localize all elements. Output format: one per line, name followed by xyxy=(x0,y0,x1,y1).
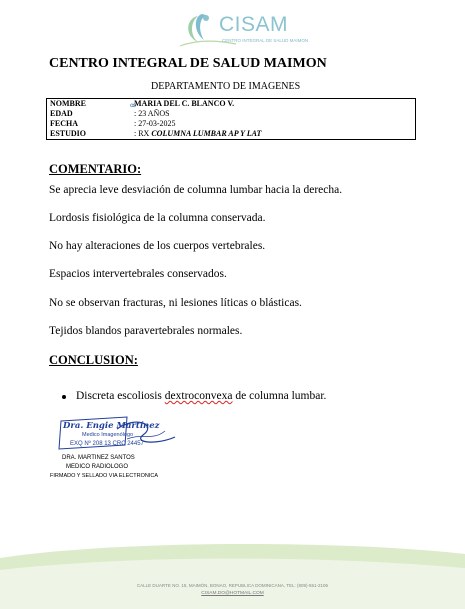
comment-paragraph: No hay alteraciones de los cuerpos vertebrales. xyxy=(49,240,266,252)
conclusion-text xyxy=(76,390,326,402)
comentario-heading: COMENTARIO: xyxy=(49,162,142,176)
footer-email[interactable]: CISAM.DO@HOTMAIL.COM xyxy=(201,591,264,596)
spell-check-icon: ꝏ xyxy=(130,103,137,109)
conclusion-heading: CONCLUSION: xyxy=(49,353,138,367)
footer-address: CALLE DUARTE NO. 15, MAIMÓN, BONAO, REPUBLICA DOMINICANA, TEL: (809)-551-2106 xyxy=(136,583,329,588)
study-label: ESTUDIO xyxy=(50,129,87,138)
name-label: NOMBRE xyxy=(50,99,86,108)
name-value: MARIA DEL C. BLANCO V. xyxy=(134,99,235,108)
signed-electronically-note: FIRMADO Y SELLADO VIA ELECTRONICA xyxy=(50,473,158,479)
age-value: : 23 AÑOS xyxy=(134,109,170,118)
date-label: FECHA xyxy=(50,119,78,128)
comment-paragraph: Lordosis fisiológica de la columna conservada. xyxy=(49,212,266,224)
study-prefix: : RX xyxy=(134,129,152,138)
logo-wordmark: CISAM xyxy=(219,13,289,36)
age-label: EDAD xyxy=(50,109,73,118)
comment-paragraph: Tejidos blandos paravertebrales normales. xyxy=(49,325,243,337)
comment-paragraph: Espacios intervertebrales conservados. xyxy=(49,268,227,280)
stamp-license: EXQ Nº 208 13 CRC 24457 xyxy=(70,441,144,447)
patient-info-box xyxy=(46,98,416,140)
study-value xyxy=(134,129,261,139)
footer-email-line xyxy=(0,591,465,596)
study-name: COLUMNA LUMBAR AP Y LAT xyxy=(151,129,262,138)
conclusion-text-start: Discreta escoliosis xyxy=(76,390,165,402)
date-value: : 27-03-2025 xyxy=(134,119,176,128)
doctor-title: MEDICO RADIOLOGO xyxy=(66,464,129,470)
doctor-name: DRA. MARTINEZ SANTOS xyxy=(62,455,135,461)
stamp-name: Dra. Engie Martínez xyxy=(63,421,160,431)
comment-paragraph: No se observan fracturas, ni lesiones líticas o blásticas. xyxy=(49,297,302,309)
comment-paragraph: Se aprecia leve desviación de columna lumbar hacia la derecha. xyxy=(49,184,343,196)
misspelled-word: dextroconvexa xyxy=(164,390,233,402)
bullet-icon xyxy=(62,395,66,399)
conclusion-text-end: de columna lumbar. xyxy=(232,390,327,402)
stamp-title: Medico Imagenólogo xyxy=(82,432,134,438)
logo-subtitle: CENTRO INTEGRAL DE SALUD MAIMON xyxy=(222,38,309,43)
department-title: DEPARTAMENTO DE IMAGENES xyxy=(151,81,301,92)
footer-wave-decoration xyxy=(0,540,465,609)
institution-title: CENTRO INTEGRAL DE SALUD MAIMON xyxy=(49,56,327,71)
